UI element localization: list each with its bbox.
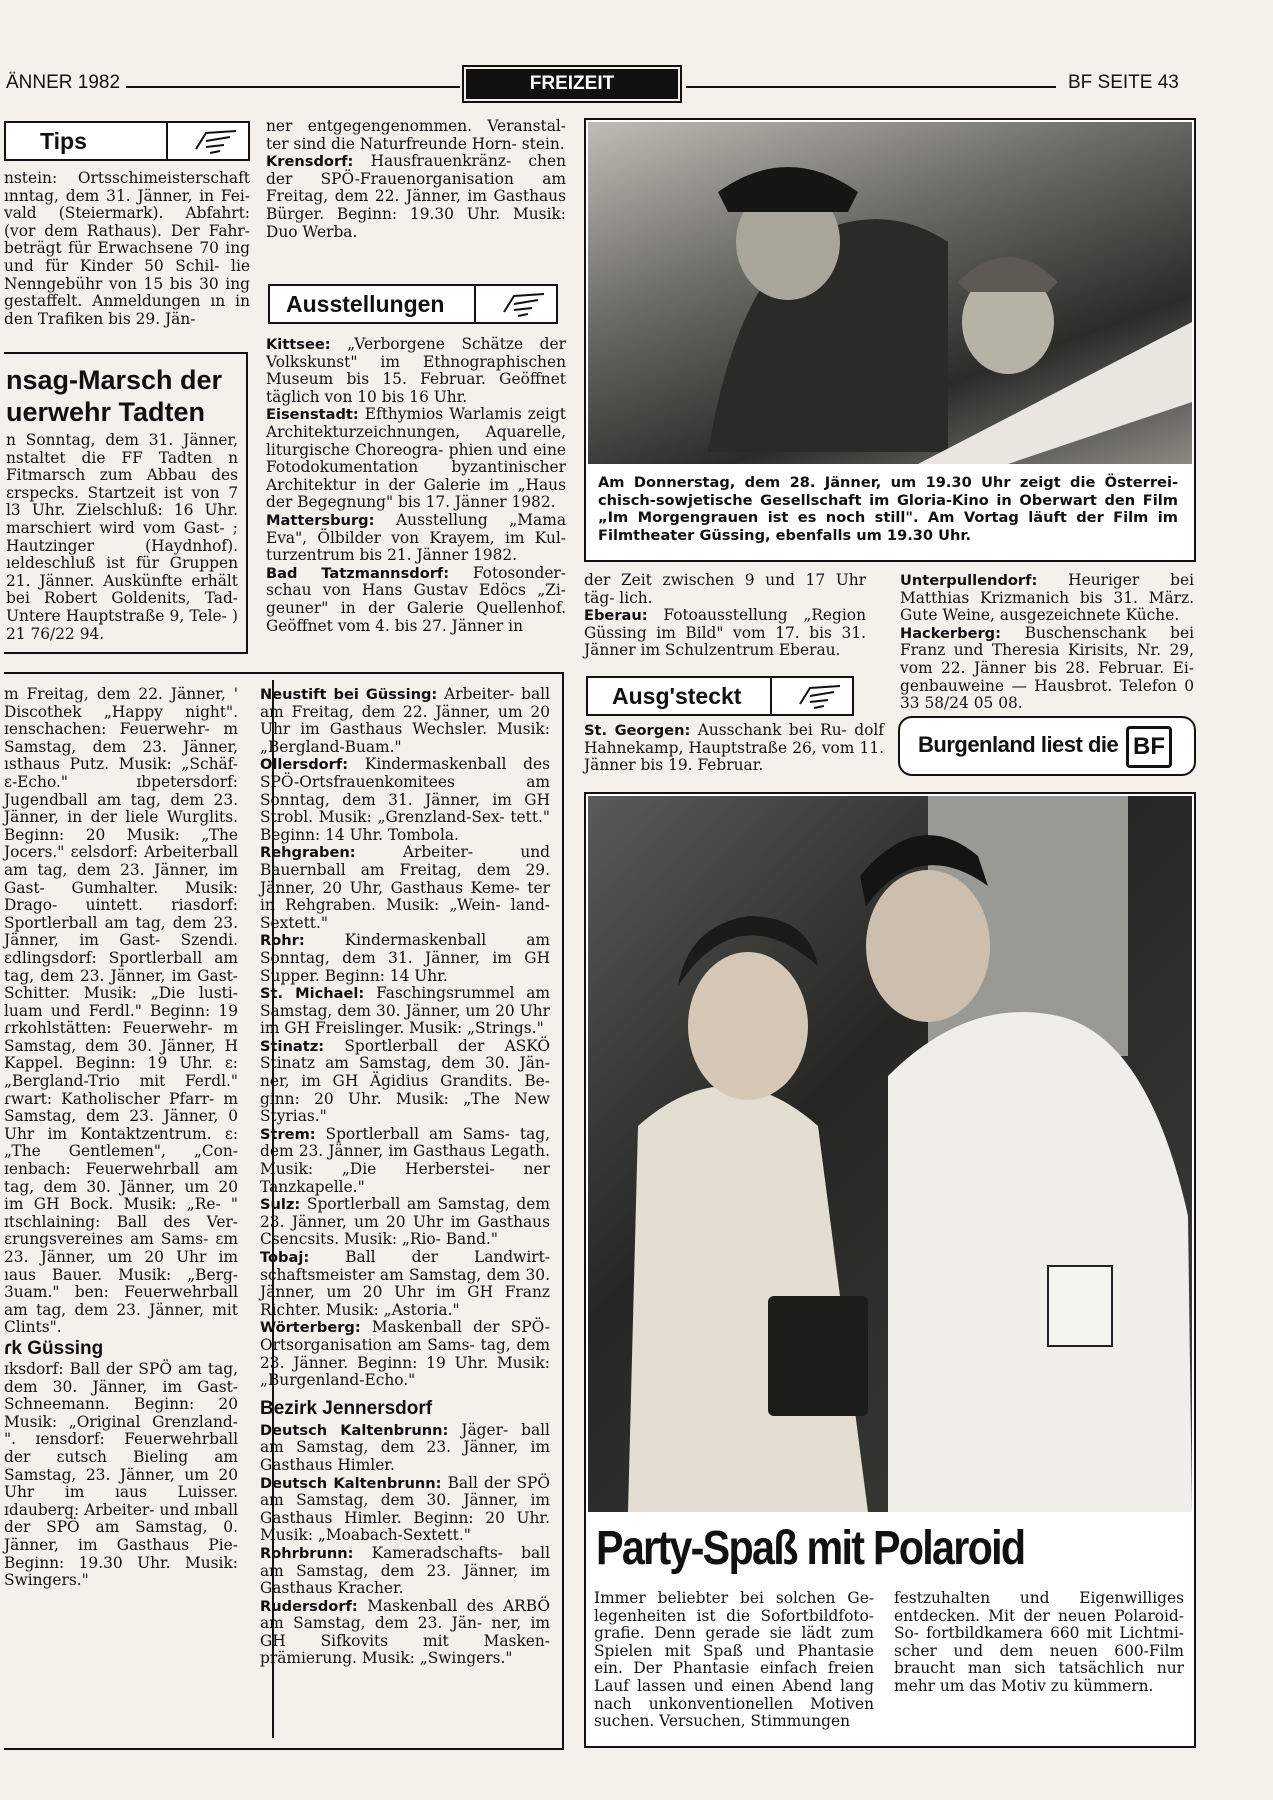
tadten-headline-2: uerwehr Tadten xyxy=(6,397,206,427)
balls-left-text: m Freitag, dem 22. Jänner, ' Discothek „Happy night". ɪenschachen: Feuerwehr- m Samstag, dem 23. Jänner, ısthaus Putz. Musik: „Schäf- ɛ-Echo." ɪbpetersdorf: Jugendball am tag, dem 23. Jänner, in der liele Wurglits. Beginn: 20 Musik: „The Jocers." ɛelsdorf: Arbeiterball am tag, dem 23. Jänner, im Gast- Gumhalter. Musik: Drago- uintett. riasdorf: Sportlerball am tag, dem 23. Jänner, im Gast- Szendi. ɛdlingsdorf: Sportlerball am tag, dem 23. Jänner, im Gast- Schitter. Musik: „Die lusti- luam und Ferdl." Beginn: 19 ɾrkohlstätten: Feuerwehr- m Samstag, dem 30. Jänner, H Kappel. Beginn: 19 Uhr. ɛ: „Bergland-Trio mit Ferdl." ɾwart: Katholischer Pfarr- m Samstag, dem 23. Jänner, 0 Uhr im Kontaktzentrum. ɛ: „The Gentlemen", „Con- ɪenbach: Feuerwehrball am tag, dem 30. Jänner, um 20 im GH Bock. Musik: „Re- " ɪtschlaining: Ball des Ver- ɛrungsvereines am Sams- ɛm 23. Jänner, um 20 Uhr im ıaus Bauer. Musik: „Berg- 3uam." ben: Feuerwehrball am tag, dem 23. Jänner, mit Clints". xyxy=(4,685,238,1337)
ball-item: Ollersdorf: Kindermaskenball des SPÖ-Ortsfrauenkomitees am Sonntag, dem 31. Jänner, im GH Strobl. Musik: „Grenzland-Sex- tett." Beginn: 14 Uhr. Tombola. xyxy=(260,755,550,844)
tips-text: nstein: Ortsschimeisterschaft ınntag, dem 31. Jänner, in Fei- vald (Steiermark). Abfahrt: (vor dem Rathaus). Der Fahr- beträgt für Erwachsene 70 ing und für Kinder 50 Schil- lie Nenngebühr von 15 bis 30 ing gestaffelt. Anmeldungen ın in den Trafiken bis 29. Jän- xyxy=(4,169,250,328)
tadten-headline-1: nsag-Marsch der xyxy=(6,365,223,395)
ball-item: Deutsch Kaltenbrunn: Ball der SPÖ am Samstag, dem 30. Jänner, im Gasthaus Himler. Beginn: 20 Uhr. Musik: „Moabach-Sextett." xyxy=(260,1473,550,1545)
ball-item: Sulz: Sportlerball am Samstag, dem 23. Jänner, um 20 Uhr im Gasthaus Csencsits. Musik: „Rio- Band." xyxy=(260,1195,550,1249)
polaroid-text-col2: festzuhalten und Eigenwilliges entdecken. Mit der neuen Polaroid-So- fortbildkamera 660 mit Lichtmi- scher und dem neuen 600-Film braucht man sich tatsächlich nur mehr um das Motiv zu kümmern. xyxy=(894,1589,1184,1695)
ausgsteckt-rubric xyxy=(586,676,854,716)
balls-left-column xyxy=(4,686,238,1590)
ball-item: Tobaj: Ball der Landwirt- schaftsmeister am Samstag, dem 30. Jänner, um 20 Uhr im GH Franz Richter. Musik: „Astoria." xyxy=(260,1248,550,1319)
ball-item: Deutsch Kaltenbrunn: Jäger- ball am Samstag, dem 23. Jänner, im Gasthaus Himler. xyxy=(260,1420,550,1474)
promo-text: Burgenland liest die xyxy=(918,732,1119,757)
ball-item: Neustift bei Güssing: Arbeiter- ball am Freitag, dem 22. Jänner, um 20 Uhr im Gasthaus Wechsler. Musik: „Bergland-Buam." xyxy=(260,685,550,756)
pointing-hand-icon xyxy=(192,127,240,155)
ausgsteckt-rubric-label: Ausg'steckt xyxy=(612,683,742,709)
header-rule-right xyxy=(686,86,1056,88)
ausstellungen-list xyxy=(266,336,566,635)
ball-item: Rehgraben: Arbeiter- und Bauernball am Freitag, dem 29. Jänner, 20 Uhr, Gasthaus Keme- ter in Rehgraben. Musik: „Wein- land-Sextett." xyxy=(260,843,550,932)
exhibition-item: Kittsee: „Verborgene Schätze der Volkskunst" im Ethnographischen Museum bis 15. Februar. Geöffnet täglich von 10 bis 16 Uhr. xyxy=(266,335,566,406)
page-number: BF SEITE 43 xyxy=(1068,72,1179,93)
tadten-text: n Sonntag, dem 31. Jänner, nstaltet die FF Tadten n Fitmarsch zum Abbau des ɛrspecks. Startzeit ist von 7 l3 Uhr. Zielschluß: 16 Uhr. marschiert wird vom Gast- ; Hautzinger (Haydnhof). ıeldeschluß ist für Gruppen 21. Jänner. Auskünfte erhält bei Robert Goldenits, Tad- Untere Hauptstraße 9, Tele- ) 21 76/22 94. xyxy=(6,431,238,643)
exhibition-item: Eisenstadt: Efthymios Warlamis zeigt Architekturzeichnungen, Aquarelle, liturgische Choreogra- phien und eine Fotodokumentation byzantinischer Architektur in der Galerie im „Haus der Begegnung" bis 17. Jänner 1982. xyxy=(266,405,566,512)
heurige-item: Hackerberg: Buschenschank bei Franz und Theresia Kirisits, Nr. 29, vom 22. Jänner bis 28. Februar. Ei- genbauweine — Hausbrot. Telefon 0 33 58/24 05 08. xyxy=(900,623,1194,713)
bf-promo-badge xyxy=(898,716,1196,776)
pointing-hand-icon xyxy=(500,290,548,318)
eberau-place: Eberau: xyxy=(584,607,648,625)
issue-date: ÄNNER 1982 xyxy=(6,72,121,93)
polaroid-headline: Party-Spaß mit Polaroid xyxy=(596,1522,1025,1575)
bf-logo: BF xyxy=(1126,726,1172,768)
heurige-list xyxy=(900,572,1194,713)
party-photo xyxy=(588,796,1192,1512)
naturfreunde-article xyxy=(266,118,566,241)
film-photo-caption: Am Donnerstag, dem 28. Jänner, um 19.30 Uhr zeigt die Österrei- chisch-sowjetische Gesellschaft im Gloria-Kino in Oberwart den Film „Im Morgengrauen ist es noch still". Am Vortag läuft der Film im Filmtheater Güssing, ebenfalls um 19.30 Uhr. xyxy=(598,474,1178,544)
ball-item: Rudersdorf: Maskenball des ARBÖ am Samstag, dem 23. Jän- ner, im GH Sifkovits mit Masken- prämierung. Musik: „Swingers." xyxy=(260,1596,550,1668)
ball-item: Rohr: Kindermaskenball am Sonntag, dem 31. Jänner, im GH Supper. Beginn: 14 Uhr. xyxy=(260,931,550,985)
district-guessing: ɾk Güssing xyxy=(4,1337,104,1359)
ball-item: Rohrbrunn: Kameradschafts- ball am Samstag, dem 23. Jänner, im Gasthaus Kracher. xyxy=(260,1543,550,1598)
ausstellungen-rubric-label: Ausstellungen xyxy=(286,291,445,317)
film-still-photo xyxy=(588,122,1192,464)
ausstellungen-continued xyxy=(584,572,866,660)
naturfreunde-text: ner entgegengenommen. Veranstal- ter sind die Naturfreunde Horn- stein. xyxy=(266,117,566,153)
exhibition-item: Bad Tatzmannsdorf: Fotosonder- schau von Hans Gustav Edöcs „Zi- geuner" in der Galerie Quellenhof. Geöffnet vom 4. bis 27. Jänner in xyxy=(266,563,566,635)
ball-item: Wörterberg: Maskenball der SPÖ-Ortsorganisation am Sams- tag, dem 23. Jänner. Beginn: 19 Uhr. Musik: „Burgenland-Echo." xyxy=(260,1318,550,1390)
ball-item: St. Michael: Faschingsrummel am Samstag, dem 30. Jänner, um 20 Uhr im GH Freislinger. Musik: „Strings." xyxy=(260,984,550,1038)
ausstellungen-cont-text: der Zeit zwischen 9 und 17 Uhr täg- lich. xyxy=(584,571,866,607)
balls-box xyxy=(4,672,564,1750)
ball-item: Stinatz: Sportlerball der ASKÖ Stinatz am Samstag, dem 30. Jän- ner, im GH Ägidius Grandits. Be- ginn: 20 Uhr. Musik: „The New Styrias." xyxy=(260,1036,550,1126)
header-rule-left xyxy=(126,86,460,88)
tadten-box xyxy=(4,352,248,654)
ausstellungen-rubric xyxy=(268,284,558,324)
ball-item: Strem: Sportlerball am Sams- tag, dem 23. Jänner, im Gasthaus Legath. Musik: „Die Herberstei- ner Tanzkapelle." xyxy=(260,1124,550,1196)
tips-rubric-label: Tips xyxy=(40,128,87,154)
st-georgen-text: Ausschank bei Ru- dolf Hahnekamp, Hauptstraße 26, vom 11. Jänner bis 19. Februar. xyxy=(584,721,884,775)
krensdorf-text: Hausfrauenkränz- chen der SPÖ-Frauenorganisation am Freitag, dem 22. Jänner, im Gasthaus Bürger. Beginn: 19.30 Uhr. Musik: Duo Werba. xyxy=(266,152,566,241)
section-title: FREIZEIT xyxy=(466,69,678,99)
film-photo-box xyxy=(584,118,1196,562)
tips-rubric xyxy=(4,121,250,161)
polaroid-text-col1: Immer beliebter bei solchen Ge- legenheiten ist die Sofortbildfoto- grafie. Denn gerade sie lädt zum Spielen mit Spaß und Phantasie ein. Der Phantasie einfach freien Lauf lassen und einen Abend lang nach unkonventionellen Motiven suchen. Versuchen, Stimmungen xyxy=(594,1589,874,1731)
krensdorf-place: Krensdorf: xyxy=(266,153,354,171)
balls-mid-column xyxy=(260,686,550,1668)
exhibition-item: Mattersburg: Ausstellung „Mama Eva", Ölbilder von Krayem, im Kul- turzentrum bis 21. Jänner 1982. xyxy=(266,510,566,565)
eberau-text: Fotoausstellung „Region Güssing im Bild" vom 17. bis 31. Jänner im Schulzentrum Eberau. xyxy=(584,606,866,660)
balls-left-text-2: ɪksdorf: Ball der SPÖ am tag, dem 30. Jänner, im Gast- Schneemann. Beginn: 20 Musik: „Original Grenzland- ". ɪensdorf: Feuerwehrball der ɛutsch Bieling am Samstag, 23. Jänner, um 20 Uhr im ıaus Luisser. ɪdauberg: Arbeiter- und ɪnball der SPÖ am Samstag, 0. Jänner, im Gasthaus Pie- Beginn: 19.30 Uhr. Musik: Swingers." xyxy=(4,1359,238,1590)
pointing-hand-icon xyxy=(796,682,844,710)
heurige-item: Unterpullendorf: Heuriger bei Matthias Krizmanich bis 31. März. Gute Weine, ausgezeichnete Küche. xyxy=(900,571,1194,625)
polaroid-ad-box xyxy=(584,792,1196,1748)
ausgsteckt-item xyxy=(584,722,884,775)
st-georgen-place: St. Georgen: xyxy=(584,722,691,739)
district-jennersdorf: Bezirk Jennersdorf xyxy=(260,1397,433,1419)
